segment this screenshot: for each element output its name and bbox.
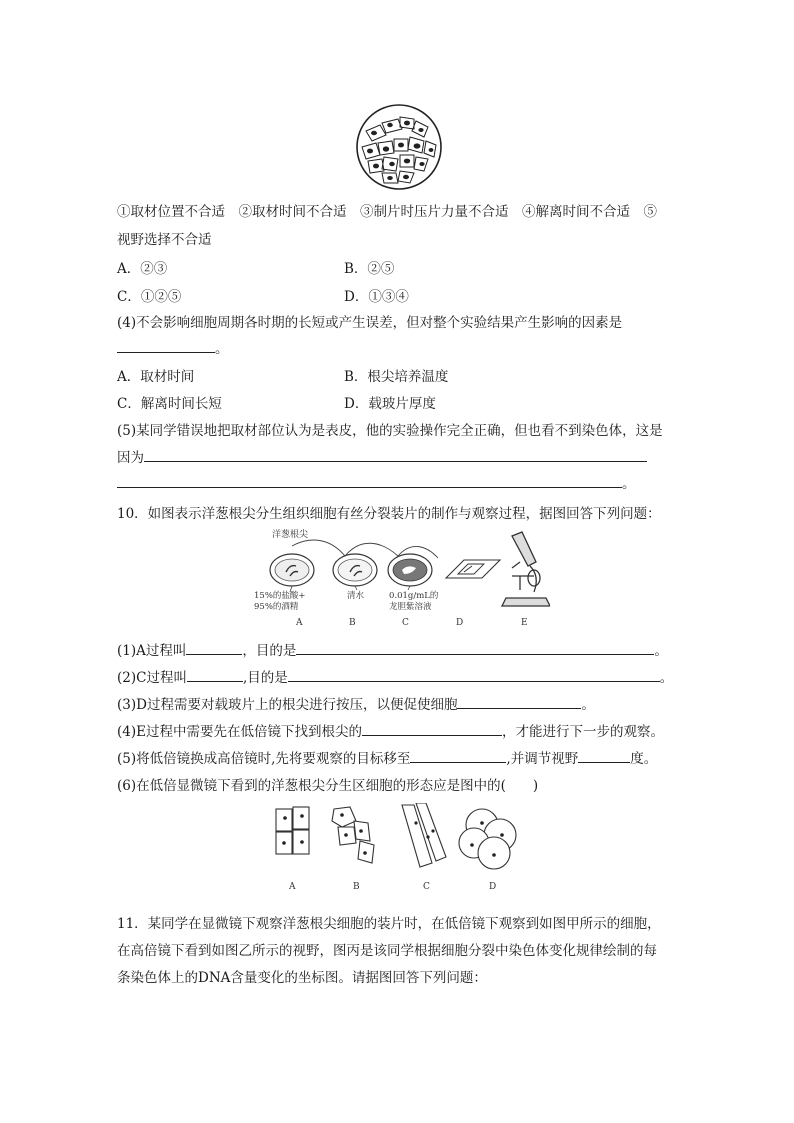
q10-s1: [117, 639, 668, 659]
q10-s2-b: ,目的是: [242, 670, 288, 686]
q11-line-2: 在高倍镜下看到如图乙所示的视野，图丙是该同学根据细胞分裂中染色体变化规律绘制的每: [117, 943, 657, 959]
q5-blank-1: [144, 447, 647, 462]
procedure-figure: [250, 526, 550, 628]
q4-answer-line: [117, 337, 229, 357]
q5-line-2: [117, 472, 636, 492]
q10-s2-blank2: [288, 667, 660, 682]
q4-choice-a: A．取材时间: [117, 369, 195, 385]
fig-top-label: 洋葱根尖: [272, 530, 309, 540]
q10-s4: [117, 720, 664, 740]
cell-label-a: A: [289, 882, 296, 892]
cell-shapes-figure: [268, 803, 528, 895]
fig-reagent1-line2: 95%的酒精: [254, 602, 299, 612]
q10-s5-a: (5)将低倍镜换成高倍镜时,先将要观察的目标移至: [117, 751, 411, 767]
fig-step-c: C: [402, 618, 409, 628]
options-line-1: ①取材位置不合适 ②取材时间不合适 ③制片时压片力量不合适 ④解离时间不合适 ⑤: [117, 204, 657, 220]
q10-s2-blank1: [187, 667, 243, 682]
fig-step-d: D: [456, 618, 464, 628]
q10-s5-b: ,并调节视野: [506, 751, 579, 767]
fig-reagent3-line1: 0.01g/mL的: [389, 591, 439, 601]
q5-stem: (5)某同学错误地把取材部位认为是表皮，他的实验操作完全正确，但也看不到染色体，这是: [117, 423, 663, 439]
fig-reagent2: 清水: [347, 591, 365, 601]
q11-line-1: 11．某同学在显微镜下观察洋葱根尖细胞的装片时，在低倍镜下观察到如图甲所示的细胞，: [117, 916, 661, 932]
q5-blank-2: [117, 473, 622, 488]
q11-line-3: 条染色体上的DNA含量变化的坐标图。请据图回答下列问题：: [117, 970, 487, 986]
fig-step-a: A: [296, 618, 303, 628]
q10-s4-b: ，才能进行下一步的观察。: [501, 724, 664, 740]
q10-s1-blank1: [186, 640, 242, 655]
q10-s4-a: (4)E过程中需要先在低倍镜下找到根尖的: [117, 724, 362, 740]
q10-s5-c: 度。: [630, 751, 658, 767]
q10-s6: (6)在低倍显微镜下看到的洋葱根尖分生区细胞的形态应是图中的( ): [117, 778, 539, 794]
q5-line: [117, 446, 647, 466]
q4-end: 。: [215, 341, 229, 357]
q10-s2: [117, 666, 673, 686]
q10-s2-end: 。: [659, 670, 674, 686]
q10-s5-blank2: [578, 748, 630, 763]
q10-s1-end: 。: [654, 643, 668, 659]
q4-choice-c: C．解离时间长短: [117, 396, 222, 412]
cell-label-b: B: [353, 882, 360, 892]
q10-s4-blank: [362, 721, 502, 736]
fig-reagent1-line1: 15%的盐酸+: [254, 591, 306, 601]
fig-step-e: E: [521, 618, 528, 628]
choice-c: C．①②⑤: [117, 289, 182, 305]
q10-s3-a: (3)D过程需要对载玻片上的根尖进行按压，以便促使细胞: [117, 697, 458, 713]
cell-label-c: C: [423, 882, 430, 892]
q10-s3-blank: [457, 694, 581, 709]
q10-s5: [117, 747, 657, 767]
q4-choice-d: D．载玻片厚度: [344, 396, 436, 412]
q10-s1-blank2: [296, 640, 654, 655]
fig-step-b: B: [349, 618, 356, 628]
q4-blank: [117, 338, 215, 353]
q4-stem: (4)不会影响细胞周期各时期的长短或产生误差，但对整个实验结果产生影响的因素是: [117, 315, 623, 331]
q5-because: 因为: [117, 450, 144, 466]
q5-end: 。: [622, 476, 636, 492]
q10-s2-a: (2)C过程叫: [117, 670, 187, 686]
options-line-2: 视野选择不合适: [117, 232, 212, 248]
q10-s1-b: ，目的是: [242, 643, 297, 659]
q4-choice-b: B．根尖培养温度: [344, 369, 449, 385]
cell-label-d: D: [489, 882, 497, 892]
q10-stem: 10．如图表示洋葱根尖分生组织细胞有丝分裂装片的制作与观察过程，据图回答下列问题：: [117, 506, 661, 522]
q10-s3-end: 。: [581, 697, 595, 713]
fig-reagent3-line2: 龙胆紫溶液: [389, 602, 432, 612]
choice-a: A．②③: [117, 261, 168, 277]
q10-s5-blank1: [410, 748, 506, 763]
choice-b: B．②⑤: [344, 261, 395, 277]
q10-s3: [117, 693, 595, 713]
q10-s1-a: (1)A过程叫: [117, 643, 187, 659]
microscope-field-figure: [348, 103, 450, 191]
choice-d: D．①③④: [344, 289, 409, 305]
